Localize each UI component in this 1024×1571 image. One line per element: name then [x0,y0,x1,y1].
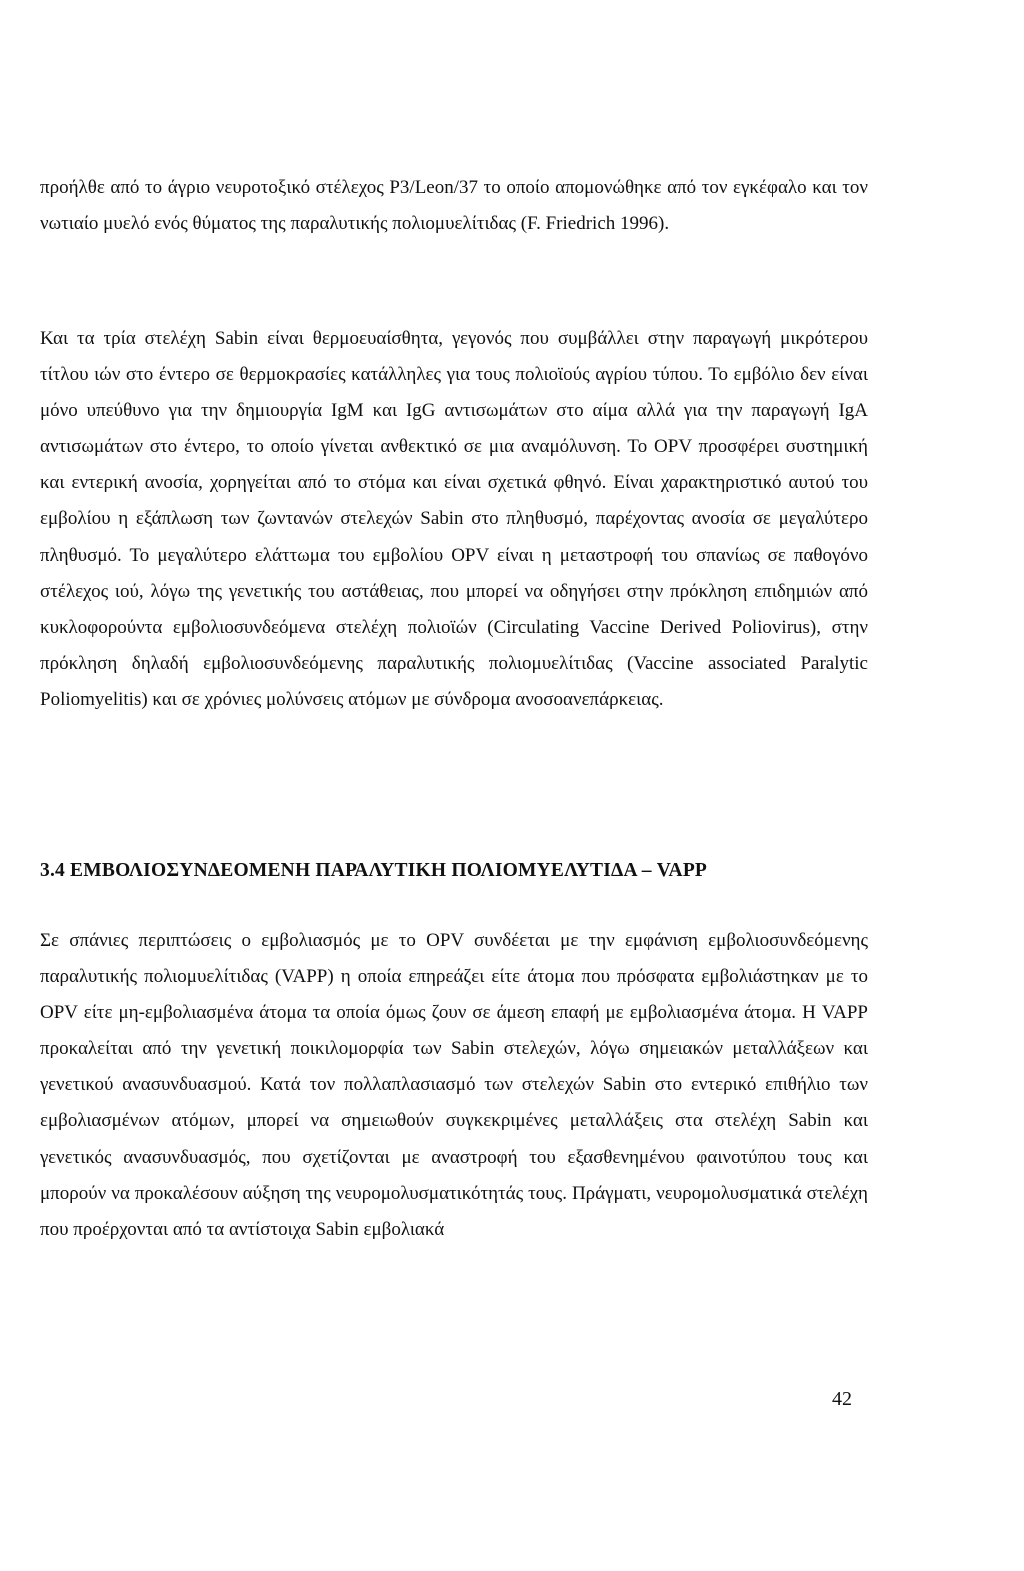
page-number: 42 [832,1388,852,1410]
section-heading: 3.4 ΕΜΒΟΛΙΟΣΥΝΔΕΟΜΕΝΗ ΠΑΡΑΛΥΤΙΚΗ ΠΟΛΙΟΜΥΕΛΥΤΙΔΑ – VAPP [40,860,708,881]
paragraph-vapp: Σε σπάνιες περιπτώσεις ο εμβολιασμός με το OPV συνδέεται με την εμφάνιση εμβολιοσυνδεόμενης παραλυτικής πολιομυελίτιδας (VAPP) η οποία επηρεάζει είτε άτομα που πρόσφατα εμβολιάστηκαν με το OPV είτε μη-εμβολιασμένα άτομα τα οποία όμως ζουν σε άμεση επαφή με εμβολιασμένα άτομα. Η VAPP προκαλείται από την γενετική ποικιλομορφία των Sabin στελεχών, λόγω σημειακών μεταλλάξεων και γενετικού ανασυνδυασμού. Κατά τον πολλαπλασιασμό των στελεχών Sabin στο εντερικό επιθήλιο των εμβολιασμένων ατόμων, μπορεί να σημειωθούν συγκεκριμένες μεταλλάξεις στα στελέχη Sabin και γενετικός ανασυνδυασμός, που σχετίζονται με αναστροφή του εξασθενημένου φαινοτύπου τους και μπορούν να προκαλέσουν αύξηση της νευρομολυσματικότητάς τους. Πράγματι, νευρομολυσματικά στελέχη που προέρχονται από τα αντίστοιχα Sabin εμβολιακά [40,930,868,1240]
paragraph-sabin-strains: Και τα τρία στελέχη Sabin είναι θερμοευαίσθητα, γεγονός που συμβάλλει στην παραγωγή μικρότερου τίτλου ιών στο έντερο σε θερμοκρασίες κατάλληλες για τους πολιοϊούς αγρίου τύπου. Το εμβόλιο δεν είναι μόνο υπεύθυνο για την δημιουργία IgM και IgG αντισωμάτων στο αίμα αλλά για την παραγωγή IgA αντισωμάτων στο έντερο, το οποίο γίνεται ανθεκτικό σε μια αναμόλυνση. Το OPV προσφέρει συστημική και εντερική ανοσία, χορηγείται από το στόμα και είναι σχετικά φθηνό. Είναι χαρακτηριστικό αυτού του εμβολίου η εξάπλωση των ζωντανών στελεχών Sabin στο πληθυσμό, παρέχοντας ανοσία σε μεγαλύτερο πληθυσμό. Το μεγαλύτερο ελάττωμα του εμβολίου OPV είναι η μεταστροφή του σπανίως σε παθογόνο στέλεχος ιού, λόγω της γενετικής του αστάθειας, που μπορεί να οδηγήσει στην πρόκληση επιδημιών από κυκλοφορούντα εμβολιοσυνδεόμενα στελέχη πολιοϊών (Circulating Vaccine Derived Poliovirus), στην πρόκληση δηλαδή εμβολιοσυνδεόμενης παραλυτικής πολιομυελίτιδας (Vaccine associated Paralytic Poliomyelitis) και σε χρόνιες μολύνσεις ατόμων με σύνδρομα ανοσοανεπάρκειας. [40,328,868,710]
paragraph-continuation: προήλθε από το άγριο νευροτοξικό στέλεχος P3/Leon/37 το οποίο απομονώθηκε από τον εγκέφαλο και τον νωτιαίο μυελό ενός θύματος της παραλυτικής πολιομυελίτιδας (F. Friedrich 1996). [40,177,868,235]
